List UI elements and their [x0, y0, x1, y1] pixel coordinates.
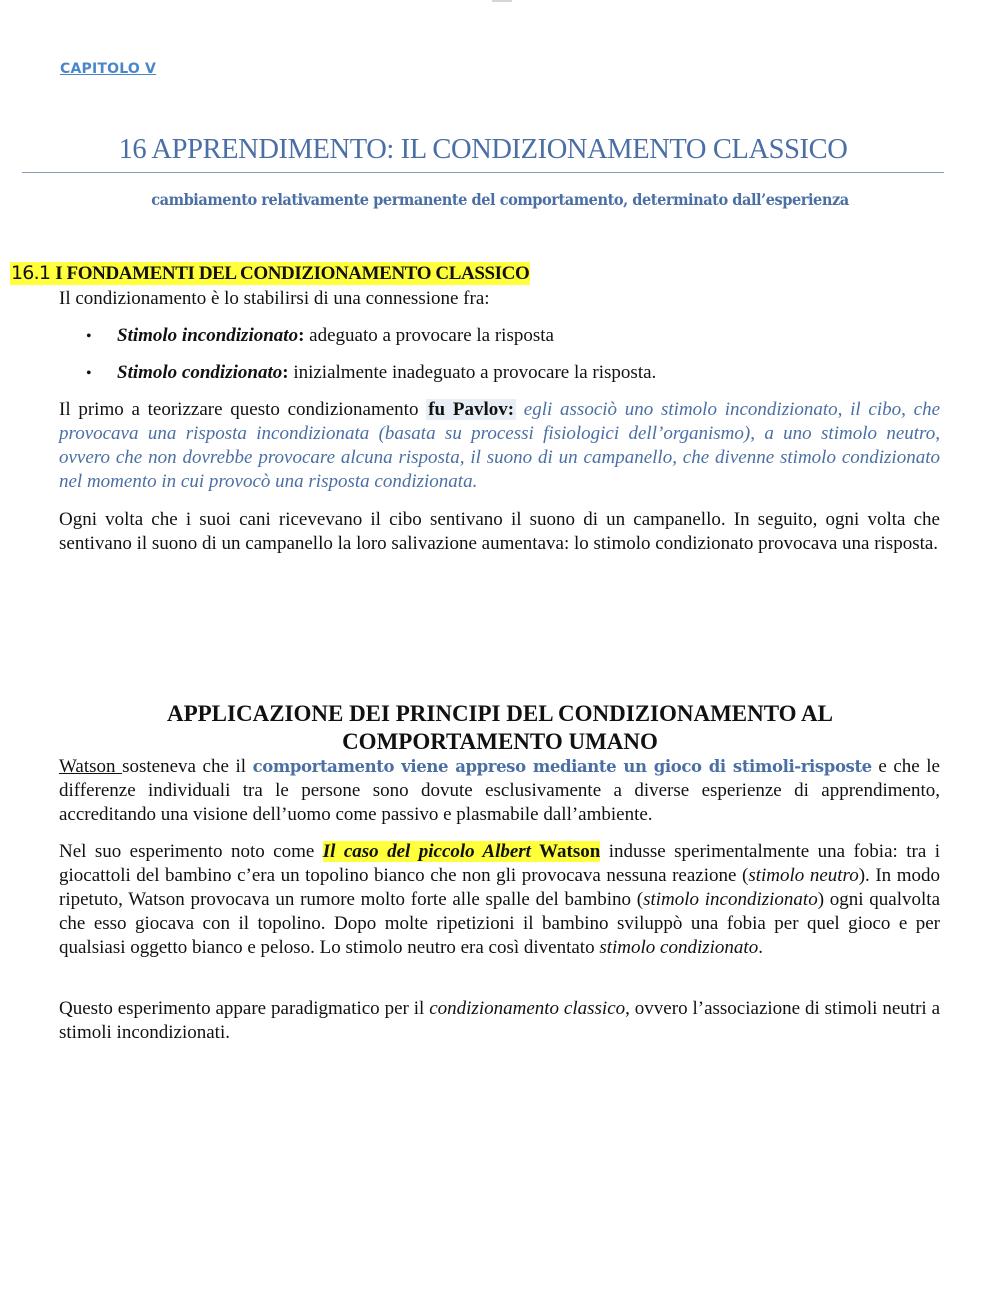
- list-item: [86, 361, 946, 386]
- albert-highlight-plain: Watson: [530, 841, 601, 862]
- chapter-subtitle: cambiamento relativamente permanente del comportamento, determinato dall’esperienza: [151, 190, 849, 209]
- conclusion-paragraph: [59, 997, 940, 1045]
- conclusion-pre: Questo esperimento appare paradigmatico per il: [59, 998, 430, 1019]
- albert-pre: Nel suo esperimento noto come: [59, 841, 323, 862]
- intro-paragraph: Il condizionamento è lo stabilirsi di una connessione fra:: [59, 288, 490, 309]
- section-title: I FONDAMENTI DEL CONDIZIONAMENTO CLASSICO: [55, 263, 530, 284]
- watson-name: Watson: [59, 756, 123, 777]
- pavlov-lead: Il primo a teorizzare questo condizionamento: [59, 399, 427, 420]
- albert-paragraph: [59, 840, 940, 960]
- section-heading: [10, 262, 530, 285]
- bullet-text: adeguato a provocare la risposta: [304, 325, 554, 346]
- watson-post: e che le differenze individuali tra le persone sono dovute esclusivamente a diverse esperienze di apprendimento, accreditando una visione dell’uomo come passivo e plasmabile dall’ambiente.: [59, 756, 940, 825]
- bullet-term: Stimolo condizionato: [117, 362, 283, 383]
- bullet-icon: •: [86, 328, 92, 345]
- title-divider: [22, 172, 944, 173]
- albert-highlight: [323, 841, 601, 862]
- bullet-colon: :: [282, 362, 289, 383]
- bullet-text: inizialmente inadeguato a provocare la risposta.: [288, 362, 657, 383]
- albert-part4: .: [758, 937, 763, 958]
- albert-part2: ). In modo ripetuto, Watson provocava un rumore molto forte alle spalle del bambino (: [59, 865, 941, 910]
- watson-paragraph: [59, 755, 940, 827]
- pavlov-paragraph: [59, 398, 940, 494]
- conclusion-post: , ovvero l’associazione di stimoli neutri a stimoli incondizionati.: [59, 998, 941, 1043]
- application-heading-line2: COMPORTAMENTO UMANO: [342, 729, 658, 754]
- conclusion-italic: condizionamento classico: [429, 998, 626, 1019]
- pavlov-explanation: egli associò uno stimolo incondizionato, il cibo, che provocava una risposta incondizionata (basata su processi fisiologici dell’organismo), a uno stimolo neutro, ovvero che non dovrebbe provocare alcuna risposta, il suono di un campanello, che divenne stimolo condizionato nel momento in cui provocò una risposta condizionata.: [59, 399, 940, 492]
- albert-italic3: stimolo condizionato: [599, 937, 759, 958]
- watson-pre: sosteneva che il: [122, 756, 253, 777]
- albert-part1: indusse sperimentalmente una fobia: tra i giocattoli del bambino c’era un topolino bianco che non gli provocava nessuna reazione (: [59, 841, 940, 886]
- application-heading: [0, 700, 1000, 756]
- chapter-label[interactable]: CAPITOLO V: [60, 61, 157, 77]
- dogs-paragraph: Ogni volta che i suoi cani ricevevano il cibo sentivano il suono di un campanello. In seguito, ogni volta che sentivano il suono di un campanello la loro salivazione aumentava: lo stimolo condizionato provocava una risposta.: [59, 509, 940, 554]
- chapter-title: 16 APPRENDIMENTO: IL CONDIZIONAMENTO CLASSICO: [118, 134, 848, 165]
- bullet-term: Stimolo incondizionato: [117, 325, 299, 346]
- bullet-colon: :: [298, 325, 305, 346]
- section-number: 16.1: [11, 262, 51, 284]
- watson-emphasis: comportamento viene appreso mediante un gioco di stimoli-risposte: [252, 757, 872, 776]
- albert-italic1: stimolo neutro: [748, 865, 859, 886]
- pavlov-highlight: fu Pavlov:: [428, 399, 515, 420]
- page-header-mark: [492, 0, 512, 2]
- albert-highlight-italic: Il caso del piccolo Albert: [322, 841, 531, 862]
- bullet-icon: •: [86, 365, 92, 382]
- albert-part3: ) ogni qualvolta che esso giocava con il topolino. Dopo molte ripetizioni il bambino sviluppò una fobia per quel gioco e per qualsiasi oggetto bianco e peloso. Lo stimolo neutro era così diventato: [59, 889, 940, 958]
- list-item: [86, 324, 946, 349]
- application-heading-line1: APPLICAZIONE DEI PRINCIPI DEL CONDIZIONAMENTO AL: [166, 701, 834, 726]
- albert-italic2: stimolo incondizionato: [643, 889, 818, 910]
